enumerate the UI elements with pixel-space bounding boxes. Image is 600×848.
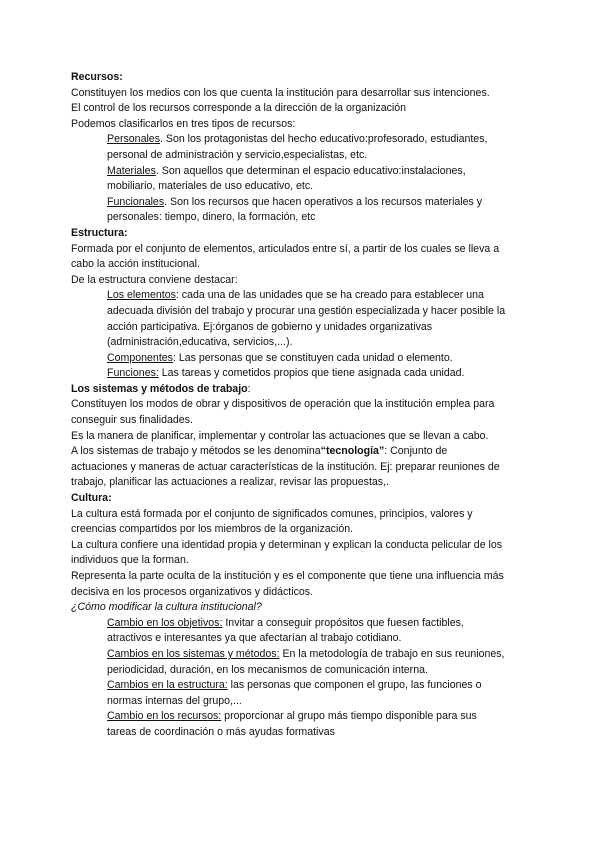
list-item-objetivos: Cambio en los objetivos: Invitar a conseguir propósitos que fuesen factibles, bbox=[107, 616, 464, 629]
heading-cultura: Cultura: bbox=[71, 492, 112, 505]
list-item-funcionales: Funcionales. Son los recursos que hacen operativos a los recursos materiales y bbox=[107, 195, 483, 208]
list-item-estructura: Cambios en la estructura: las personas que componen el grupo, las funciones o bbox=[107, 679, 482, 692]
text-line: adecuada división del trabajo y procurar una gestión especializada y hacer posible la bbox=[107, 304, 506, 317]
text-line: trabajo, planificar las actuaciones a realizar, revisar las propuestas,. bbox=[71, 476, 389, 489]
heading-sistemas: Los sistemas y métodos de trabajo: bbox=[71, 382, 251, 395]
list-item-sistemas: Cambios en los sistemas y métodos: En la metodología de trabajo en sus reuniones, bbox=[107, 647, 505, 660]
text-line: Es la manera de planificar, implementar y controlar las actuaciones que se llevan a cabo. bbox=[71, 429, 489, 442]
question-line: ¿Cómo modificar la cultura institucional? bbox=[71, 601, 262, 614]
term: Materiales bbox=[107, 164, 156, 177]
term: Cambios en los sistemas y métodos: bbox=[107, 647, 280, 660]
term: Cambio en los recursos: bbox=[107, 710, 222, 723]
text-line: creencias compartidos por los miembros de la organización. bbox=[71, 523, 354, 536]
term: Cambios en la estructura: bbox=[107, 679, 228, 692]
term: Personales bbox=[107, 133, 160, 146]
text-line: personales: tiempo, dinero, la formación, etc bbox=[107, 211, 316, 224]
text-line: periodicidad, duración, en los mecanismos de comunicación interna. bbox=[107, 663, 428, 676]
term: Componentes bbox=[107, 351, 173, 364]
text-line: Constituyen los medios con los que cuenta la institución para desarrollar sus intenciones. bbox=[71, 86, 490, 99]
text-line: tareas de coordinación o más ayudas formativas bbox=[107, 725, 335, 738]
list-item-componentes: Componentes: Las personas que se constituyen cada unidad o elemento. bbox=[107, 351, 453, 364]
text-line: Representa la parte oculta de la institución y es el componente que tiene una influencia más bbox=[71, 570, 504, 582]
text-line: actuaciones y maneras de actuar características de la institución. Ej: preparar reuniones de bbox=[71, 460, 500, 473]
text-line: Constituyen los modos de obrar y dispositivos de operación que la institución emplea para bbox=[71, 398, 495, 411]
text-line: conseguir sus finalidades. bbox=[71, 414, 193, 427]
term: Los elementos bbox=[107, 289, 176, 302]
text-line: (administración,educativa, servicios,...). bbox=[107, 336, 293, 349]
text-line: La cultura confiere una identidad propia y determinan y explican la conducta pelicular de los bbox=[71, 538, 503, 551]
document-page bbox=[71, 70, 531, 741]
term: Funcionales bbox=[107, 195, 165, 208]
text-line: individuos que la forman. bbox=[71, 554, 189, 567]
text-line: acción participativa. Ej:órganos de gobierno y unidades organizativas bbox=[107, 320, 433, 333]
text-line: normas internas del grupo,... bbox=[107, 694, 242, 707]
heading-estructura: Estructura: bbox=[71, 226, 128, 239]
text-line: La cultura está formada por el conjunto de significados comunes, principios, valores y bbox=[71, 507, 473, 520]
text-line: atractivos e interesantes ya que afectarían al trabajo cotidiano. bbox=[107, 632, 402, 645]
text-line: El control de los recursos corresponde a la dirección de la organización bbox=[71, 102, 407, 115]
text-line: mobiliario, materiales de uso educativo, etc. bbox=[107, 180, 314, 193]
term: Funciones: bbox=[107, 367, 159, 380]
list-item-personales: Personales. Son los protagonistas del hecho educativo:profesorado, estudiantes, bbox=[107, 133, 488, 146]
text-line: Podemos clasificarlos en tres tipos de recursos: bbox=[71, 117, 296, 130]
list-item-elementos: Los elementos: cada una de las unidades que se ha creado para establecer una bbox=[107, 289, 484, 302]
text-line-tecnologia: A los sistemas de trabajo y métodos se les denomina“tecnología”: Conjunto de bbox=[71, 445, 448, 458]
list-item-recursos: Cambio en los recursos: proporcionar al grupo más tiempo disponible para sus bbox=[107, 710, 477, 723]
term: Cambio en los objetivos: bbox=[107, 616, 223, 629]
text-line: De la estructura conviene destacar: bbox=[71, 273, 238, 286]
text-line: Formada por el conjunto de elementos, articulados entre sí, a partir de los cuales se lleva a bbox=[71, 242, 500, 255]
text-line: cabo la acción institucional. bbox=[71, 258, 200, 271]
heading-recursos: Recursos: bbox=[71, 71, 123, 83]
text-line: decisiva en los procesos organizativos y didácticos. bbox=[71, 585, 314, 598]
list-item-materiales: Materiales. Son aquellos que determinan el espacio educativo:instalaciones, bbox=[107, 164, 466, 177]
list-item-funciones: Funciones: Las tareas y cometidos propios que tiene asignada cada unidad. bbox=[107, 367, 465, 380]
text-line: personal de administración y servicio,especialistas, etc. bbox=[107, 148, 368, 161]
